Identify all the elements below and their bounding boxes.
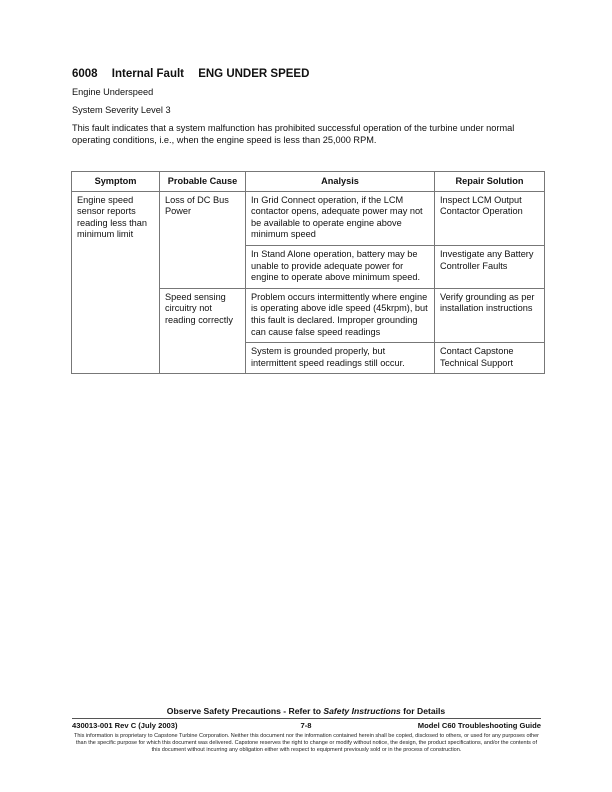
header-repair-solution: Repair Solution bbox=[435, 172, 545, 192]
analysis-cell: In Stand Alone operation, battery may be unable to provide adequate power for engine to operate above minimum speed. bbox=[246, 245, 435, 288]
repair-cell: Contact Capstone Technical Support bbox=[435, 343, 545, 374]
analysis-cell: In Grid Connect operation, if the LCM contactor opens, adequate power may not be available to operate engine above minimum speed bbox=[246, 191, 435, 245]
safety-notice bbox=[0, 706, 612, 716]
proprietary-disclaimer: This information is proprietary to Capstone Turbine Corporation. Neither this document nor the information contained herein shall be copied, disclosed to others, or used for any purposes other than the specific purpose for which this document was delivered. Capstone reserves the right to change or modify without notice, the design, the product specifications, and/or the contents of this document without incurring any obligation either with respect to equipment previously sold or in the process of construction. bbox=[73, 733, 539, 753]
repair-cell: Verify grounding as per installation instructions bbox=[435, 288, 545, 342]
intro-paragraph: This fault indicates that a system malfunction has prohibited successful operation of the turbine under normal operating conditions, i.e., when the engine speed is less than 25,000 RPM. bbox=[72, 123, 515, 145]
document-number: 430013-001 Rev C (July 2003) bbox=[72, 721, 178, 730]
table-header-row bbox=[72, 172, 545, 192]
safety-prefix: Observe Safety Precautions - Refer to bbox=[166, 706, 324, 716]
page-number: 7-8 bbox=[300, 721, 312, 730]
safety-suffix: for Details bbox=[400, 706, 446, 716]
fault-description: Engine Underspeed bbox=[72, 87, 154, 97]
repair-cell: Investigate any Battery Controller Faults bbox=[435, 245, 545, 288]
analysis-cell: System is grounded properly, but intermittent speed readings still occur. bbox=[246, 343, 435, 374]
header-symptom: Symptom bbox=[72, 172, 160, 192]
fault-heading bbox=[72, 68, 309, 80]
cause-cell: Speed sensing circuitry not reading correctly bbox=[160, 288, 246, 374]
footer-divider bbox=[72, 718, 541, 719]
fault-name: ENG UNDER SPEED bbox=[198, 68, 310, 80]
fault-code: 6008 bbox=[72, 68, 98, 80]
symptom-cell: Engine speed sensor reports reading less than minimum limit bbox=[72, 191, 160, 374]
troubleshooting-table bbox=[71, 171, 545, 374]
header-analysis: Analysis bbox=[246, 172, 435, 192]
analysis-cell: Problem occurs intermittently where engine is operating above idle speed (45krpm), but this fault is declared. Improper grounding can cause false speed readings bbox=[246, 288, 435, 342]
repair-cell: Inspect LCM Output Contactor Operation bbox=[435, 191, 545, 245]
table-row bbox=[72, 191, 545, 245]
cause-cell: Loss of DC Bus Power bbox=[160, 191, 246, 288]
header-probable-cause: Probable Cause bbox=[160, 172, 246, 192]
safety-instructions-reference: Safety Instructions bbox=[323, 706, 401, 716]
guide-title: Model C60 Troubleshooting Guide bbox=[417, 721, 541, 730]
severity-level: System Severity Level 3 bbox=[72, 105, 171, 115]
fault-type: Internal Fault bbox=[111, 68, 184, 80]
